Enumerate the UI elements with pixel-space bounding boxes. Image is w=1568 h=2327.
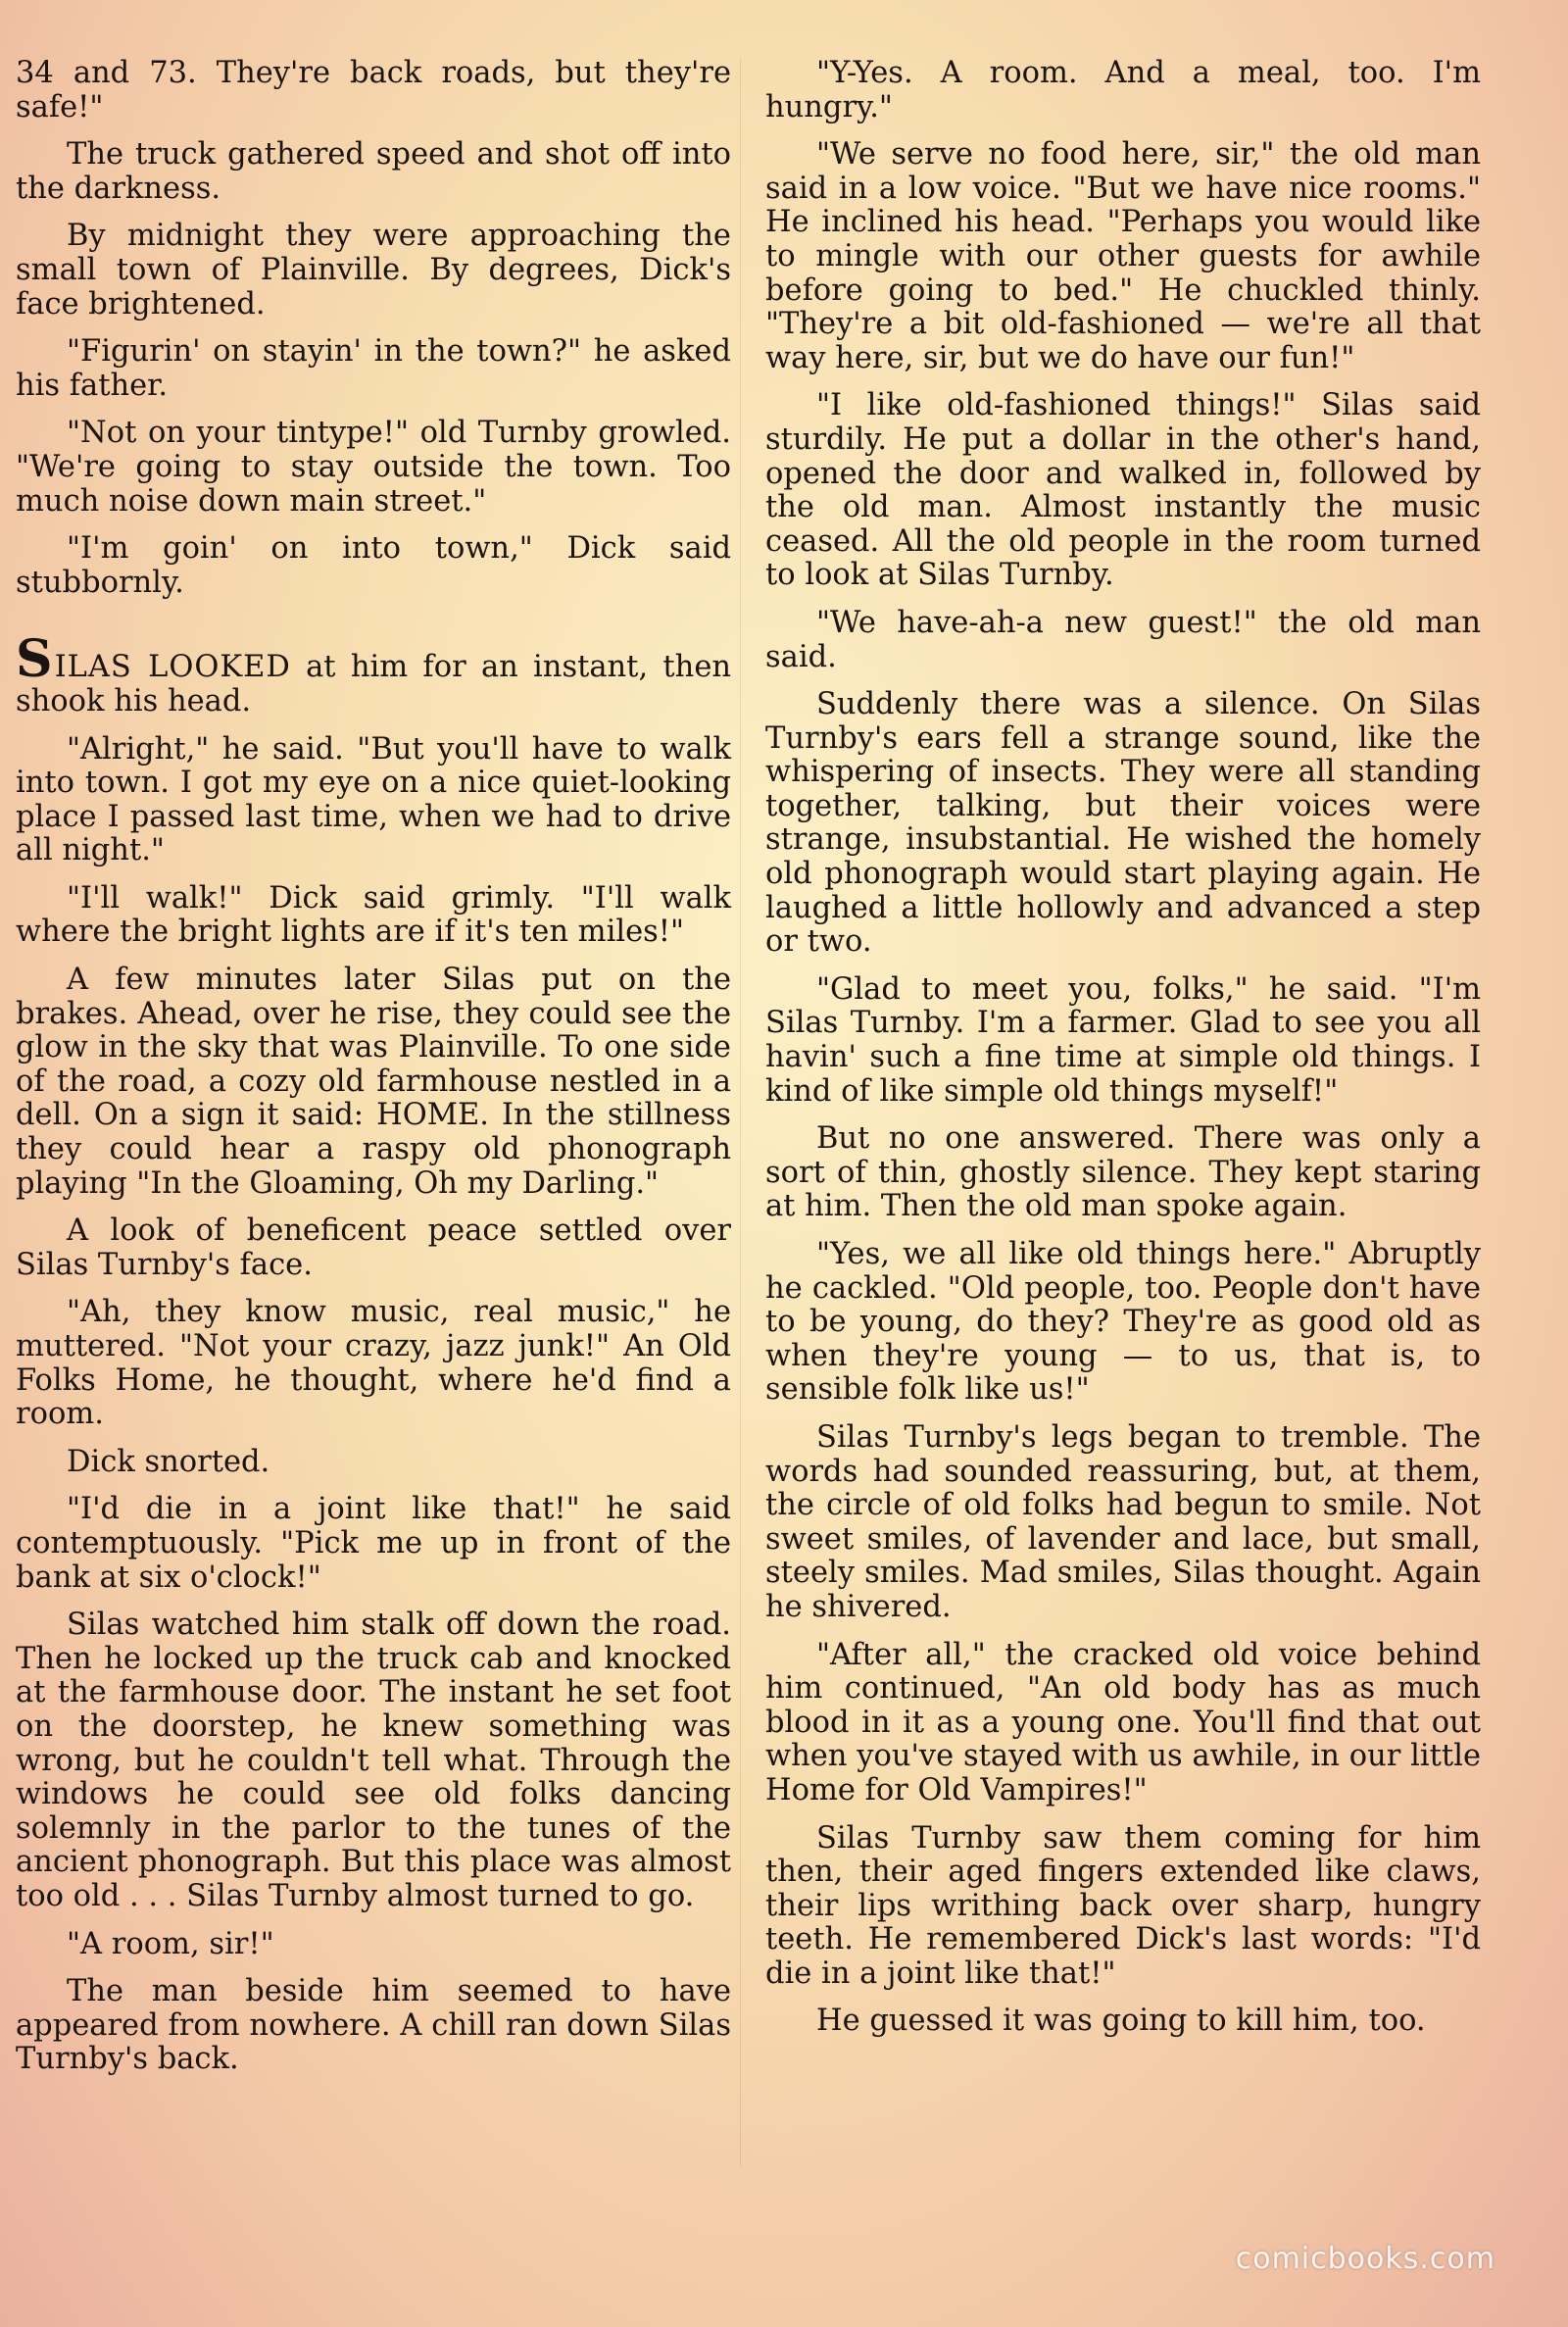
paragraph: "Y-Yes. A room. And a meal, too. I'm hungry." xyxy=(765,56,1481,124)
paragraph: The man beside him seemed to have appeared from nowhere. A chill ran down Silas Turnby's back. xyxy=(16,1974,731,2077)
paragraph: But no one answered. There was only a sort of thin, ghostly silence. They kept staring at him. Then the old man spoke again. xyxy=(765,1121,1481,1224)
drop-cap: S xyxy=(16,629,53,690)
paragraph: "Alright," he said. "But you'll have to walk into town. I got my eye on a nice quiet-looking place I passed last time, when we had to drive all night." xyxy=(16,731,731,868)
paragraph: Silas watched him stalk off down the road. Then he locked up the truck cab and knocked at the farmhouse door. The instant he set foot on the doorstep, he knew something was wrong, but he couldn't tell what. Through the windows he could see old folks dancing solemnly in the parlor to the tunes of the ancient phonograph. But this place was almost too old . . . Silas Turnby almost turned to go. xyxy=(16,1608,731,1913)
paragraph: A look of beneficent peace settled over Silas Turnby's face. xyxy=(16,1213,731,1282)
paragraph: He guessed it was going to kill him, too. xyxy=(816,2004,1426,2039)
paragraph: "A room, sir!" xyxy=(67,1926,274,1961)
paragraph: "I like old-fashioned things!" Silas said sturdily. He put a dollar in the other's hand, opened the door and walked in, followed by the old man. Almost instantly the music ceased. All the old people in the room turned to look at Silas Turnby. xyxy=(765,388,1481,593)
paragraph: Silas Turnby saw them coming for him then, their aged fingers extended like claws, their lips writhing back over sharp, hungry teeth. He remembered Dick's last words: "I'd die in a joint like that!" xyxy=(765,1820,1481,1991)
paragraph: "I'm goin' on into town," Dick said stubbornly. xyxy=(16,531,731,600)
paragraph: By midnight they were approaching the small town of Plainville. By degrees, Dick's face brightened. xyxy=(16,219,731,322)
watermark: comicbooks.com xyxy=(1235,2242,1495,2276)
paragraph: "Not on your tintype!" old Turnby growled. "We're going to stay outside the town. Too much noise down main street." xyxy=(16,416,731,519)
paragraph: "We have-ah-a new guest!" the old man said. xyxy=(765,605,1481,674)
paragraph: "Yes, we all like old things here." Abruptly he cackled. "Old people, too. People don't have to be young, do they? They're as good old as when they're young — to us, that is, to sensible folk like us!" xyxy=(765,1237,1481,1408)
paragraph: "Glad to meet you, folks," he said. "I'm Silas Turnby. I'm a farmer. Glad to see you all havin' such a fine time at simple old things. I kind of like simple old things myself!" xyxy=(765,971,1481,1109)
column-gutter xyxy=(740,59,741,2166)
paragraph: "I'll walk!" Dick said grimly. "I'll walk where the bright lights are if it's ten miles!" xyxy=(16,880,731,950)
right-column xyxy=(765,57,1481,2053)
paragraph: Suddenly there was a silence. On Silas Turnby's ears fell a strange sound, like the whispering of insects. They were all standing together, talking, but their voices were strange, insubstantial. He wished the homely old phonograph would start playing again. He laughed a little hollowly and advanced a step or two. xyxy=(765,687,1481,960)
paragraph: 34 and 73. They're back roads, but they're safe!" xyxy=(16,56,731,124)
lead-in: ILAS LOOKED xyxy=(54,650,291,685)
left-column xyxy=(16,57,731,2091)
paragraph: Silas Turnby's legs began to tremble. The words had sounded reassuring, but, at them, the circle of old folks had begun to smile. Not sweet smiles, of lavender and lace, but small, steely smiles. Mad smiles, Silas thought. Again he shivered. xyxy=(765,1419,1481,1624)
paragraph: "After all," the cracked old voice behind him continued, "An old body has as much blood in it as a young one. You'll find that out when you've stayed with us awhile, in our little Home for Old Vampires!" xyxy=(765,1637,1481,1807)
section-opening-paragraph xyxy=(16,629,732,718)
paragraph: "We serve no food here, sir," the old man said in a low voice. "But we have nice rooms." He inclined his head. "Perhaps you would like to mingle with our other guests for awhile before going to bed." He chuckled thinly. "They're a bit old-fashioned — we're all that way here, sir, but we do have our fun!" xyxy=(765,137,1481,375)
paragraph: "Figurin' on stayin' in the town?" he asked his father. xyxy=(16,334,731,403)
paragraph: A few minutes later Silas put on the brakes. Ahead, over he rise, they could see the glow in the sky that was Plainville. To one side of the road, a cozy old farmhouse nestled in a dell. On a sign it said: HOME. In the stillness they could hear a raspy old phonograph playing "In the Gloaming, Oh my Darling." xyxy=(16,963,731,1201)
paragraph: The truck gathered speed and shot off into the darkness. xyxy=(16,137,731,206)
paragraph-text: at him for an instant, then shook his head. xyxy=(16,650,732,718)
paragraph: Dick snorted. xyxy=(67,1444,270,1479)
paragraph: "Ah, they know music, real music," he muttered. "Not your crazy, jazz junk!" An Old Folks Home, he thought, where he'd find a room. xyxy=(16,1295,731,1432)
paragraph: "I'd die in a joint like that!" he said contemptuously. "Pick me up in front of the bank at six o'clock!" xyxy=(16,1492,731,1595)
